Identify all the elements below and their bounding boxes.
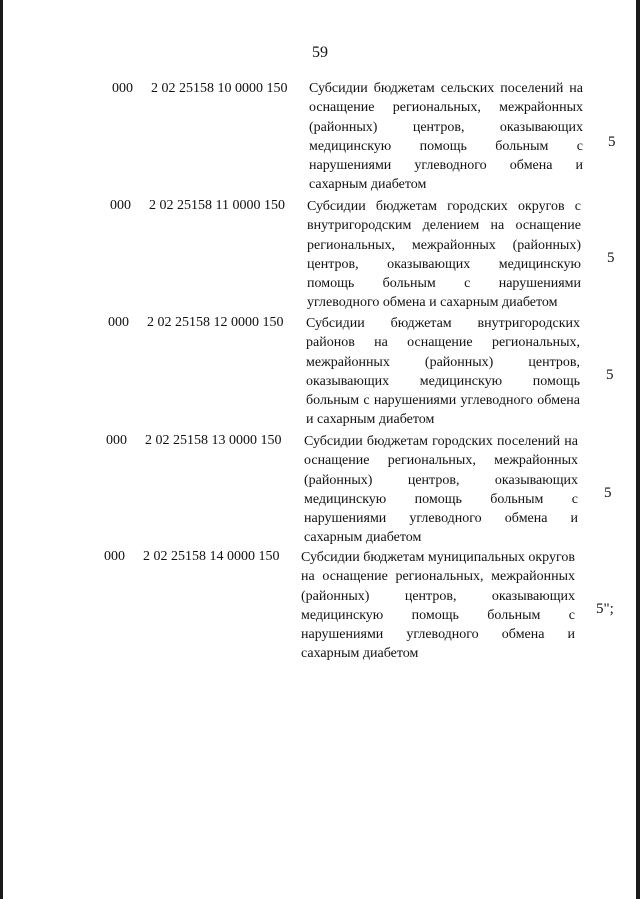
budget-classification-code: 2 02 25158 14 0000 150: [143, 549, 280, 564]
scan-left-border: [0, 0, 3, 899]
row-description: Субсидии бюджетам городских поселений на оснащение региональных, межрайонных (районных) центров, оказывающих медицинскую помощь больным с нарушениями углеводного обмена и сахарным диабетом: [304, 434, 578, 546]
admin-code: 000: [104, 549, 125, 564]
budget-classification-code: 2 02 25158 11 0000 150: [149, 198, 285, 213]
row-value: 5";: [596, 601, 614, 617]
page-number: 59: [312, 44, 328, 61]
budget-classification-code: 2 02 25158 10 0000 150: [151, 81, 288, 96]
row-value: 5: [606, 367, 614, 383]
row-description: Субсидии бюджетам муниципальных округов на оснащение региональных, межрайонных (районных) центров, оказывающих медицинскую помощь больным с нарушениями углеводного обмена и сахарным диабетом: [301, 550, 575, 662]
admin-code: 000: [108, 315, 129, 330]
row-description: Субсидии бюджетам внутригородских районов на оснащение региональных, межрайонных (районных) центров, оказывающих медицинскую помощь больным с нарушениями углеводного обмена и сахарным диабетом: [306, 316, 580, 428]
row-value: 5: [604, 485, 612, 501]
admin-code: 000: [110, 198, 131, 213]
row-description: Субсидии бюджетам городских округов с внутригородским делением на оснащение региональных, межрайонных (районных) центров, оказывающих медицинскую помощь больным с нарушениями углеводного обмена и сахарным диабетом: [307, 199, 581, 311]
scan-right-border: [636, 0, 640, 899]
admin-code: 000: [112, 81, 133, 96]
admin-code: 000: [106, 433, 127, 448]
row-value: 5: [607, 250, 615, 266]
budget-classification-code: 2 02 25158 13 0000 150: [145, 433, 282, 448]
row-value: 5: [608, 134, 616, 150]
budget-classification-code: 2 02 25158 12 0000 150: [147, 315, 284, 330]
row-description: Субсидии бюджетам сельских поселений на оснащение региональных, межрайонных (районных) центров, оказывающих медицинскую помощь больным с нарушениями углеводного обмена и сахарным диабетом: [309, 81, 583, 193]
